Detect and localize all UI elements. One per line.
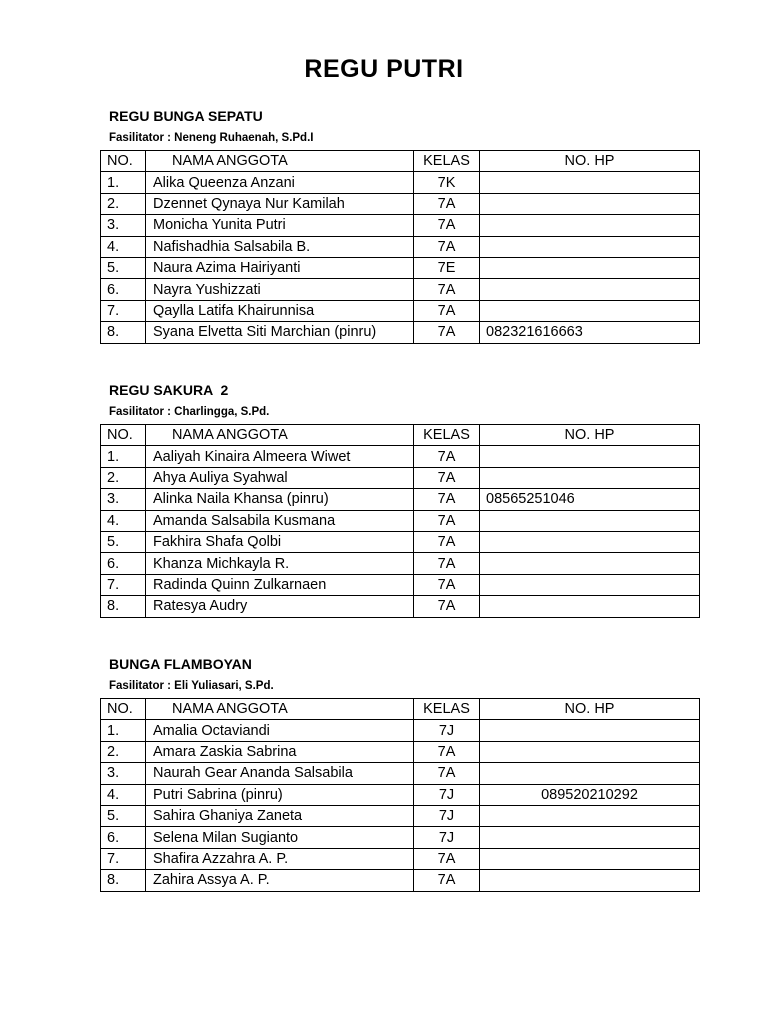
- cell-hp: [480, 215, 700, 236]
- header-name: NAMA ANGGOTA: [146, 699, 414, 720]
- table-row: [101, 848, 700, 869]
- cell-hp: [480, 193, 700, 214]
- cell-hp: [480, 870, 700, 891]
- cell-kelas: 7K: [414, 172, 480, 193]
- cell-kelas: 7A: [414, 574, 480, 595]
- cell-no: 5.: [101, 531, 146, 552]
- cell-hp: [480, 446, 700, 467]
- cell-kelas: 7A: [414, 848, 480, 869]
- group-title: REGU SAKURA 2: [109, 382, 229, 398]
- table-row: [101, 827, 700, 848]
- cell-hp: [480, 827, 700, 848]
- cell-no: 1.: [101, 446, 146, 467]
- table-row: [101, 279, 700, 300]
- cell-kelas: 7A: [414, 322, 480, 343]
- cell-hp: [480, 236, 700, 257]
- table-row: [101, 720, 700, 741]
- cell-name: Monicha Yunita Putri: [146, 215, 414, 236]
- page-title: REGU PUTRI: [304, 55, 464, 83]
- cell-kelas: 7A: [414, 741, 480, 762]
- cell-no: 8.: [101, 322, 146, 343]
- cell-hp: 089520210292: [480, 784, 700, 805]
- cell-hp: [480, 531, 700, 552]
- cell-kelas: 7A: [414, 236, 480, 257]
- cell-name: Shafira Azzahra A. P.: [146, 848, 414, 869]
- cell-kelas: 7A: [414, 510, 480, 531]
- cell-hp: [480, 763, 700, 784]
- table-row: [101, 446, 700, 467]
- cell-no: 5.: [101, 257, 146, 278]
- cell-kelas: 7A: [414, 193, 480, 214]
- cell-name: Khanza Michkayla R.: [146, 553, 414, 574]
- cell-name: Syana Elvetta Siti Marchian (pinru): [146, 322, 414, 343]
- cell-name: Sahira Ghaniya Zaneta: [146, 805, 414, 826]
- cell-hp: 08565251046: [480, 489, 700, 510]
- cell-kelas: 7J: [414, 805, 480, 826]
- cell-kelas: 7A: [414, 446, 480, 467]
- cell-no: 5.: [101, 805, 146, 826]
- cell-no: 6.: [101, 279, 146, 300]
- cell-name: Selena Milan Sugianto: [146, 827, 414, 848]
- table-row: [101, 553, 700, 574]
- table-row: [101, 763, 700, 784]
- cell-name: Amalia Octaviandi: [146, 720, 414, 741]
- cell-hp: 082321616663: [480, 322, 700, 343]
- cell-name: Amanda Salsabila Kusmana: [146, 510, 414, 531]
- cell-no: 3.: [101, 489, 146, 510]
- table-row: [101, 870, 700, 891]
- cell-hp: [480, 257, 700, 278]
- facilitator-line: Fasilitator : Neneng Ruhaenah, S.Pd.I: [109, 132, 314, 144]
- cell-no: 1.: [101, 720, 146, 741]
- cell-kelas: 7A: [414, 531, 480, 552]
- table-row: [101, 784, 700, 805]
- cell-kelas: 7A: [414, 553, 480, 574]
- cell-kelas: 7A: [414, 467, 480, 488]
- cell-no: 7.: [101, 574, 146, 595]
- header-name: NAMA ANGGOTA: [146, 151, 414, 172]
- cell-name: Alinka Naila Khansa (pinru): [146, 489, 414, 510]
- header-kelas: KELAS: [414, 425, 480, 446]
- cell-no: 2.: [101, 741, 146, 762]
- cell-no: 3.: [101, 763, 146, 784]
- cell-no: 8.: [101, 596, 146, 617]
- table-row: [101, 193, 700, 214]
- table-row: [101, 257, 700, 278]
- cell-kelas: 7A: [414, 489, 480, 510]
- cell-kelas: 7A: [414, 870, 480, 891]
- cell-name: Nayra Yushizzati: [146, 279, 414, 300]
- cell-no: 4.: [101, 510, 146, 531]
- cell-kelas: 7J: [414, 784, 480, 805]
- member-table: [100, 424, 700, 618]
- table-header-row: [101, 699, 700, 720]
- header-name: NAMA ANGGOTA: [146, 425, 414, 446]
- cell-name: Ahya Auliya Syahwal: [146, 467, 414, 488]
- header-no: NO.: [101, 699, 146, 720]
- cell-no: 8.: [101, 870, 146, 891]
- cell-no: 6.: [101, 553, 146, 574]
- table-header-row: [101, 425, 700, 446]
- table-row: [101, 215, 700, 236]
- member-table: [100, 150, 700, 344]
- cell-kelas: 7J: [414, 720, 480, 741]
- cell-kelas: 7A: [414, 763, 480, 784]
- cell-hp: [480, 741, 700, 762]
- member-table: [100, 698, 700, 892]
- cell-hp: [480, 720, 700, 741]
- header-no: NO.: [101, 425, 146, 446]
- cell-hp: [480, 510, 700, 531]
- cell-no: 7.: [101, 300, 146, 321]
- cell-hp: [480, 848, 700, 869]
- cell-no: 7.: [101, 848, 146, 869]
- cell-name: Alika Queenza Anzani: [146, 172, 414, 193]
- header-hp: NO. HP: [480, 151, 700, 172]
- table-row: [101, 510, 700, 531]
- cell-kelas: 7J: [414, 827, 480, 848]
- cell-hp: [480, 574, 700, 595]
- cell-kelas: 7A: [414, 300, 480, 321]
- cell-hp: [480, 596, 700, 617]
- table-row: [101, 172, 700, 193]
- header-kelas: KELAS: [414, 699, 480, 720]
- cell-name: Dzennet Qynaya Nur Kamilah: [146, 193, 414, 214]
- table-row: [101, 300, 700, 321]
- table-row: [101, 489, 700, 510]
- header-hp: NO. HP: [480, 425, 700, 446]
- table-row: [101, 574, 700, 595]
- cell-name: Naura Azima Hairiyanti: [146, 257, 414, 278]
- cell-hp: [480, 279, 700, 300]
- cell-hp: [480, 553, 700, 574]
- cell-kelas: 7A: [414, 215, 480, 236]
- cell-no: 4.: [101, 784, 146, 805]
- cell-name: Nafishadhia Salsabila B.: [146, 236, 414, 257]
- cell-name: Zahira Assya A. P.: [146, 870, 414, 891]
- cell-no: 1.: [101, 172, 146, 193]
- cell-no: 2.: [101, 193, 146, 214]
- group-title: REGU BUNGA SEPATU: [109, 108, 263, 124]
- cell-name: Naurah Gear Ananda Salsabila: [146, 763, 414, 784]
- cell-no: 2.: [101, 467, 146, 488]
- cell-no: 4.: [101, 236, 146, 257]
- table-row: [101, 741, 700, 762]
- facilitator-line: Fasilitator : Charlingga, S.Pd.: [109, 406, 270, 418]
- cell-name: Qaylla Latifa Khairunnisa: [146, 300, 414, 321]
- table-header-row: [101, 151, 700, 172]
- cell-hp: [480, 805, 700, 826]
- cell-hp: [480, 172, 700, 193]
- header-hp: NO. HP: [480, 699, 700, 720]
- cell-no: 6.: [101, 827, 146, 848]
- cell-hp: [480, 467, 700, 488]
- table-row: [101, 236, 700, 257]
- cell-kelas: 7A: [414, 596, 480, 617]
- table-row: [101, 467, 700, 488]
- group-title: BUNGA FLAMBOYAN: [109, 656, 252, 672]
- cell-name: Radinda Quinn Zulkarnaen: [146, 574, 414, 595]
- cell-name: Putri Sabrina (pinru): [146, 784, 414, 805]
- table-row: [101, 596, 700, 617]
- table-row: [101, 531, 700, 552]
- cell-name: Fakhira Shafa Qolbi: [146, 531, 414, 552]
- table-row: [101, 805, 700, 826]
- cell-name: Amara Zaskia Sabrina: [146, 741, 414, 762]
- cell-no: 3.: [101, 215, 146, 236]
- cell-kelas: 7E: [414, 257, 480, 278]
- header-kelas: KELAS: [414, 151, 480, 172]
- facilitator-line: Fasilitator : Eli Yuliasari, S.Pd.: [109, 680, 274, 692]
- table-row: [101, 322, 700, 343]
- cell-name: Aaliyah Kinaira Almeera Wiwet: [146, 446, 414, 467]
- header-no: NO.: [101, 151, 146, 172]
- cell-hp: [480, 300, 700, 321]
- cell-name: Ratesya Audry: [146, 596, 414, 617]
- cell-kelas: 7A: [414, 279, 480, 300]
